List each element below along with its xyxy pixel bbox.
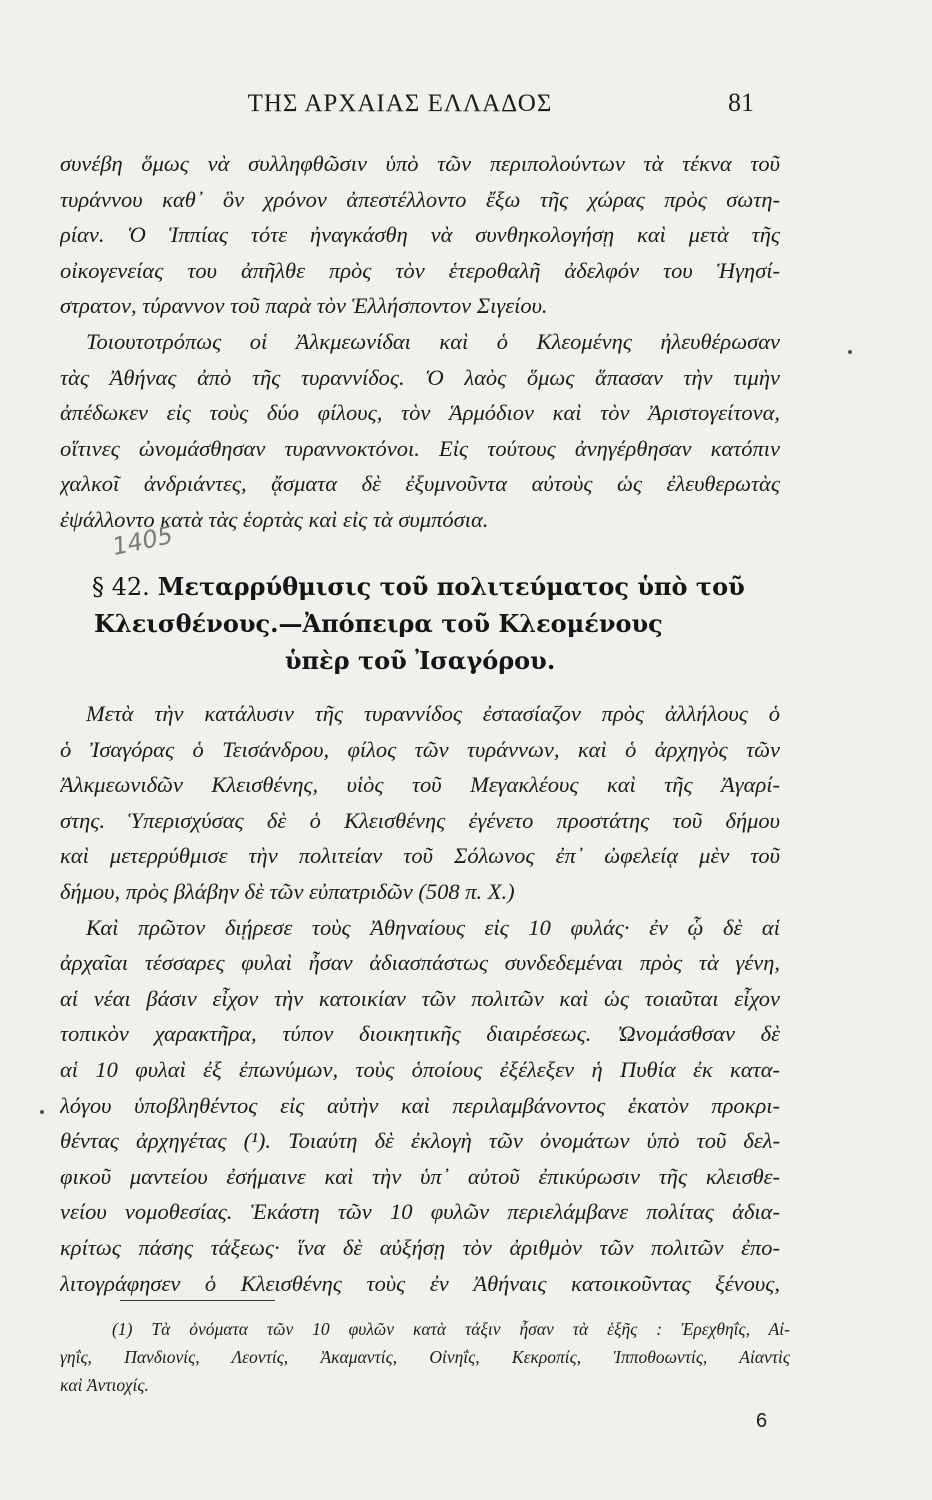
- text-line: Τοιουτοτρόπως οἱ Ἀλκμεωνίδαι καὶ ὁ Κλεομένης ἠλευθέρωσαν: [86, 328, 780, 354]
- text-line: λιτογράφησεν ὁ Κλεισθένης τοὺς ἐν Ἀθήναις κατοικοῦντας ξένους,: [60, 1270, 780, 1296]
- text-line: οἰκογενείας του ἀπῆλθε πρὸς τὸν ἑτεροθαλῆ ἀδελφόν του Ἡγησί-: [60, 257, 780, 283]
- footnote: [60, 1315, 790, 1399]
- text-line: ἐψάλλοντο κατὰ τὰς ἑορτὰς καὶ εἰς τὰ συμπόσια.: [60, 506, 489, 532]
- footnote-line: καὶ Ἀντιοχίς.: [60, 1375, 149, 1395]
- text-line: συνέβη ὅμως νὰ συλληφθῶσιν ὑπὸ τῶν περιπολούντων τὰ τέκνα τοῦ: [60, 151, 780, 176]
- speck-mark: [848, 350, 852, 354]
- text-line: τὰς Ἀθήνας ἀπὸ τῆς τυραννίδος. Ὁ λαὸς ὅμως ἅπασαν τὴν τιμὴν: [60, 364, 780, 390]
- section-heading-line-1: [60, 568, 780, 605]
- text-line: λόγου ὑποβληθέντος εἰς αὐτὴν καὶ περιλαμβάνοντος ἑκατὸν προκρι-: [60, 1092, 780, 1118]
- text-line: Ἀλκμεωνιδῶν Κλεισθένης, υἱὸς τοῦ Μεγακλέους καὶ τῆς Ἀγαρί-: [60, 772, 780, 798]
- text-line: τοπικὸν χαρακτῆρα, τύπον διοικητικῆς διαιρέσεως. Ὠνομάσθσαν δὲ: [60, 1021, 780, 1047]
- text-line: ἀπέδωκεν εἰς τοὺς δύο φίλους, τὸν Ἁρμόδιον καὶ τὸν Ἀριστογείτονα,: [60, 400, 780, 426]
- text-line: κρίτως πάσης τάξεως· ἵνα δὲ αὐξήσῃ τὸν ἀριθμὸν τῶν πολιτῶν ἐπο-: [60, 1234, 780, 1260]
- paragraph-block-2: [60, 696, 780, 1301]
- section-heading: [60, 568, 780, 679]
- text-line: Μετὰ τὴν κατάλυσιν τῆς τυραννίδος ἐστασίαζον πρὸς ἀλλήλους ὁ: [86, 701, 780, 726]
- footnote-line: (1) Τὰ ὀνόματα τῶν 10 φυλῶν κατὰ τάξιν ἦσαν τὰ ἑξῆς : Ἐρεχθηΐς, Αἰ-: [112, 1319, 790, 1339]
- text-line: καὶ μετερρύθμισε τὴν πολιτείαν τοῦ Σόλωνος ἐπ᾽ ὠφελείᾳ μὲν τοῦ: [60, 843, 780, 869]
- section-title-part-1: Μεταρρύθμισις τοῦ πολιτεύματος ὑπὸ τοῦ: [157, 572, 745, 601]
- text-line: ἀρχαῖαι τέσσαρες φυλαὶ ἦσαν ἀδιασπάστως συνδεδεμέναι πρὸς τὰ γένη,: [60, 950, 780, 976]
- footnote-divider: [120, 1300, 275, 1301]
- text-line: θέντας ἀρχηγέτας (¹). Τοιαύτη δὲ ἐκλογὴ τῶν ὀνομάτων ὑπὸ τοῦ δελ-: [60, 1128, 780, 1154]
- section-heading-line-3: ὑπὲρ τοῦ Ἰσαγόρου.: [284, 646, 556, 675]
- text-line: δήμου, πρὸς βλάβην δὲ τῶν εὐπατριδῶν (508 π. Χ.): [60, 878, 515, 904]
- text-line: τυράννου καθ᾽ ὃν χρόνον ἀπεστέλλοντο ἔξω τῆς χώρας πρὸς σωτη-: [60, 186, 780, 212]
- text-line: στης. Ὑπερισχύσας δὲ ὁ Κλεισθένης ἐγένετο προστάτης τοῦ δήμου: [60, 807, 780, 833]
- footnote-line: γηΐς, Πανδιονίς, Λεοντίς, Ἀκαμαντίς, Οἰνηΐς, Κεκροπίς, Ἱπποθοωντίς, Αἰαντὶς: [60, 1347, 790, 1367]
- text-line: αἱ 10 φυλαὶ ἐξ ἐπωνύμων, τοὺς ὁποίους ἐξέλεξεν ἡ Πυθία ἐκ κατα-: [60, 1056, 780, 1082]
- text-line: χαλκοῖ ἀνδριάντες, ᾄσματα δὲ ἐξυμνοῦντα αὐτοὺς ὡς ἐλευθερωτὰς: [60, 471, 780, 497]
- running-head: ΤΗΣ ΑΡΧΑΙΑΣ ΕΛΛΑΔΟΣ: [247, 90, 553, 117]
- page-number: 81: [728, 88, 754, 117]
- text-line: νείου νομοθεσίας. Ἑκάστη τῶν 10 φυλῶν περιελάμβανε πολίτας ἀδια-: [60, 1199, 780, 1225]
- text-line: στρατον, τύραννον τοῦ παρὰ τὸν Ἑλλήσποντον Σιγείου.: [60, 293, 548, 319]
- section-number: § 42.: [92, 573, 150, 601]
- text-line: ὁ Ἰσαγόρας ὁ Τεισάνδρου, φίλος τῶν τυράννων, καὶ ὁ ἀρχηγὸς τῶν: [60, 736, 780, 762]
- paragraph-block-1: [60, 146, 780, 538]
- text-line: οἵτινες ὠνομάσθησαν τυραννοκτόνοι. Εἰς τούτους ἀνηγέρθησαν κατόπιν: [60, 435, 780, 461]
- text-line: Καὶ πρῶτον διῄρεσε τοὺς Ἀθηναίους εἰς 10 φυλάς· ἐν ᾧ δὲ αἱ: [86, 914, 780, 940]
- section-heading-line-2: Κλεισθένους.—Ἀπόπειρα τοῦ Κλεομένους: [94, 609, 663, 638]
- text-line: αἱ νέαι βάσιν εἶχον τὴν κατοικίαν τῶν πολιτῶν καὶ ὡς τοιαῦται εἶχον: [60, 985, 780, 1011]
- text-line: φικοῦ μαντείου ἐσήμαινε καὶ τὴν ὑπ᾽ αὐτοῦ ἐπικύρωσιν τῆς κλεισθε-: [60, 1163, 780, 1189]
- text-line: ρίαν. Ὁ Ἱππίας τότε ἠναγκάσθη νὰ συνθηκολογήσῃ καὶ μετὰ τῆς: [60, 222, 780, 248]
- speck-mark: [40, 1110, 44, 1114]
- pencil-annotation: 1405: [109, 520, 176, 562]
- signature-mark: 6: [756, 1410, 768, 1432]
